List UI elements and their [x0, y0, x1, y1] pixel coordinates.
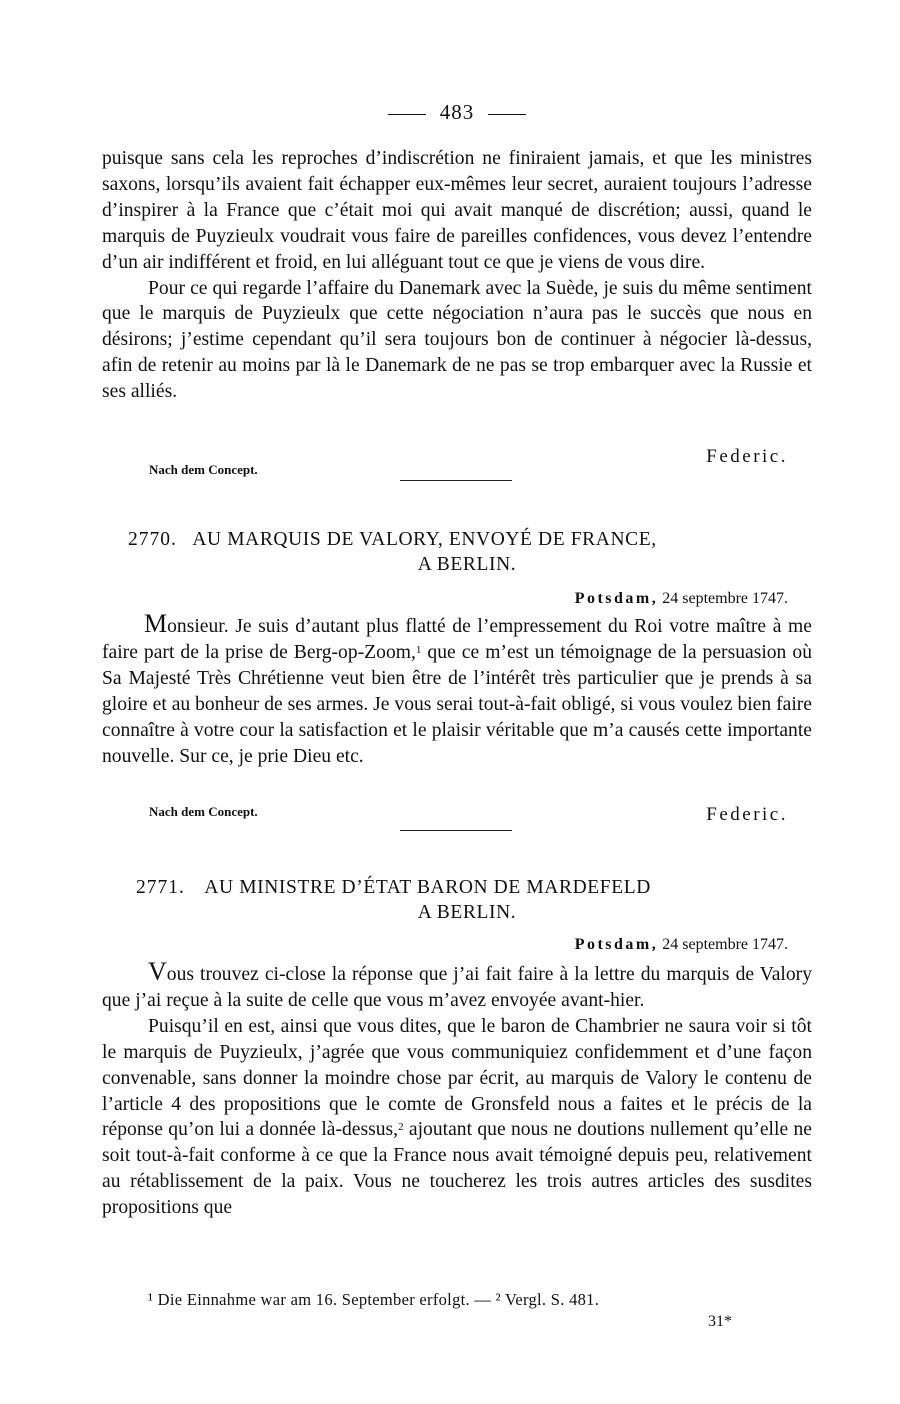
- body-text: Puisqu’il en est, ainsi que vous dites, que le baron de Chambrier ne saura voir si tôt le marquis de Puyzieulx, j’agrée que vous communiquiez confidemment et d’une façon convenable, sans donner la moindre chose par écrit, au marquis de Valory le contenu de l’article 4 des propositions que le comte de Gronsfeld nous a faites et le précis de la réponse qu’on lui a donnée là-dessus,: [102, 1015, 812, 1141]
- body-text: onsieur. Je suis d’autant plus flatté de l’empressement du Roi votre maître à me faire part de la prise de Berg-op-Zoom,: [102, 616, 812, 663]
- header-dash-left: [388, 114, 426, 115]
- footnote-ref: 2: [398, 1121, 404, 1134]
- body-text-rest: ajoutant que nous ne doutions nullement qu’elle ne soit tout-à-fait conforme à ce que la France nous avait témoigné depuis peu, relativement au rétablissement de la paix. Vous ne toucherez les trois autres articles des susdites propositions que: [102, 1119, 812, 1219]
- signature: Federic.: [706, 804, 788, 825]
- initial-letter: V: [148, 957, 167, 986]
- letter-paragraph: [102, 609, 812, 769]
- letter-heading-2771: [102, 875, 812, 925]
- section-divider: [400, 480, 512, 481]
- letter-body-2771: [102, 957, 812, 1221]
- dateline-2771: [575, 936, 788, 954]
- letter-body-2770: [102, 609, 812, 769]
- heading-line-2: A BERLIN.: [417, 554, 517, 575]
- heading-line-1: AU MARQUIS DE VALORY, ENVOYÉ DE FRANCE,: [192, 529, 657, 550]
- heading-line-1: AU MINISTRE D’ÉTAT BARON DE MARDEFELD: [204, 877, 651, 898]
- section-divider: [400, 830, 512, 831]
- page-header: [102, 100, 812, 125]
- initial-letter: M: [144, 609, 168, 638]
- page-number: 483: [439, 100, 475, 124]
- concept-note: Nach dem Concept.: [149, 462, 258, 477]
- signature-mark: 31*: [708, 1313, 732, 1330]
- letter-number: 2770.: [128, 529, 177, 550]
- footnotes: ¹ Die Einnahme war am 16. September erfolgt. — ² Vergl. S. 481.: [148, 1290, 600, 1309]
- dateline-date: 24 septembre 1747.: [662, 936, 788, 953]
- letter-number: 2771.: [136, 877, 185, 898]
- signature: Federic.: [706, 446, 788, 467]
- dateline-date: 24 septembre 1747.: [662, 590, 788, 607]
- heading-line-2: A BERLIN.: [417, 902, 517, 923]
- dateline-2770: [575, 590, 788, 608]
- letter-heading-2770: [102, 527, 812, 577]
- dateline-place: Potsdam,: [574, 590, 659, 607]
- letter-paragraph-1: [102, 957, 812, 1014]
- intro-text: [102, 146, 812, 405]
- intro-paragraph-1: puisque sans cela les reproches d’indiscrétion ne finiraient jamais, et que les ministres saxons, lorsqu’ils avaient fait échapper eux-mêmes leur secret, auraient toujours l’adresse d’inspirer à la France que c’était moi qui avait manqué de discrétion; aussi, quand le marquis de Puyzieulx voudrait vous faire de pareilles confidences, vous devez l’entendre d’un air indifférent et froid, en lui alléguant tout ce que je viens de vous dire.: [102, 148, 812, 273]
- intro-signature-row: [102, 444, 812, 477]
- body-text: ous trouvez ci-close la réponse que j’ai fait faire à la lettre du marquis de Valory que j’ai reçue à la suite de celle que vous m’avez envoyée avant-hier.: [102, 964, 812, 1011]
- concept-note: Nach dem Concept.: [149, 804, 258, 819]
- signature-row-2770: [102, 800, 812, 830]
- dateline-place: Potsdam,: [574, 936, 659, 953]
- header-dash-right: [488, 114, 526, 115]
- letter-paragraph-2: [102, 1014, 812, 1221]
- intro-paragraph-2: Pour ce qui regarde l’affaire du Danemark avec la Suède, je suis du même sentiment que le marquis de Puyzieulx que cette négociation n’aura pas le succès que nous en désirons; j’estime cependant qu’il sera toujours bon de continuer à négocier là-dessus, afin de retenir au moins par là le Danemark de ne pas se trop embarquer avec la Russie et ses alliés.: [102, 277, 812, 403]
- footnote-ref: 1: [415, 643, 422, 656]
- body-text-rest: que ce m’est un témoignage de la persuasion où Sa Majesté Très Chrétienne veut bien être de l’intérêt très particulier que je prends à sa gloire et au bonheur de ses armes. Je vous serai tout-à-fait obligé, si vous voulez bien faire connaître à votre cour la satisfaction et le plaisir véritable que m’a causés cette importante nouvelle. Sur ce, je prie Dieu etc.: [102, 641, 812, 767]
